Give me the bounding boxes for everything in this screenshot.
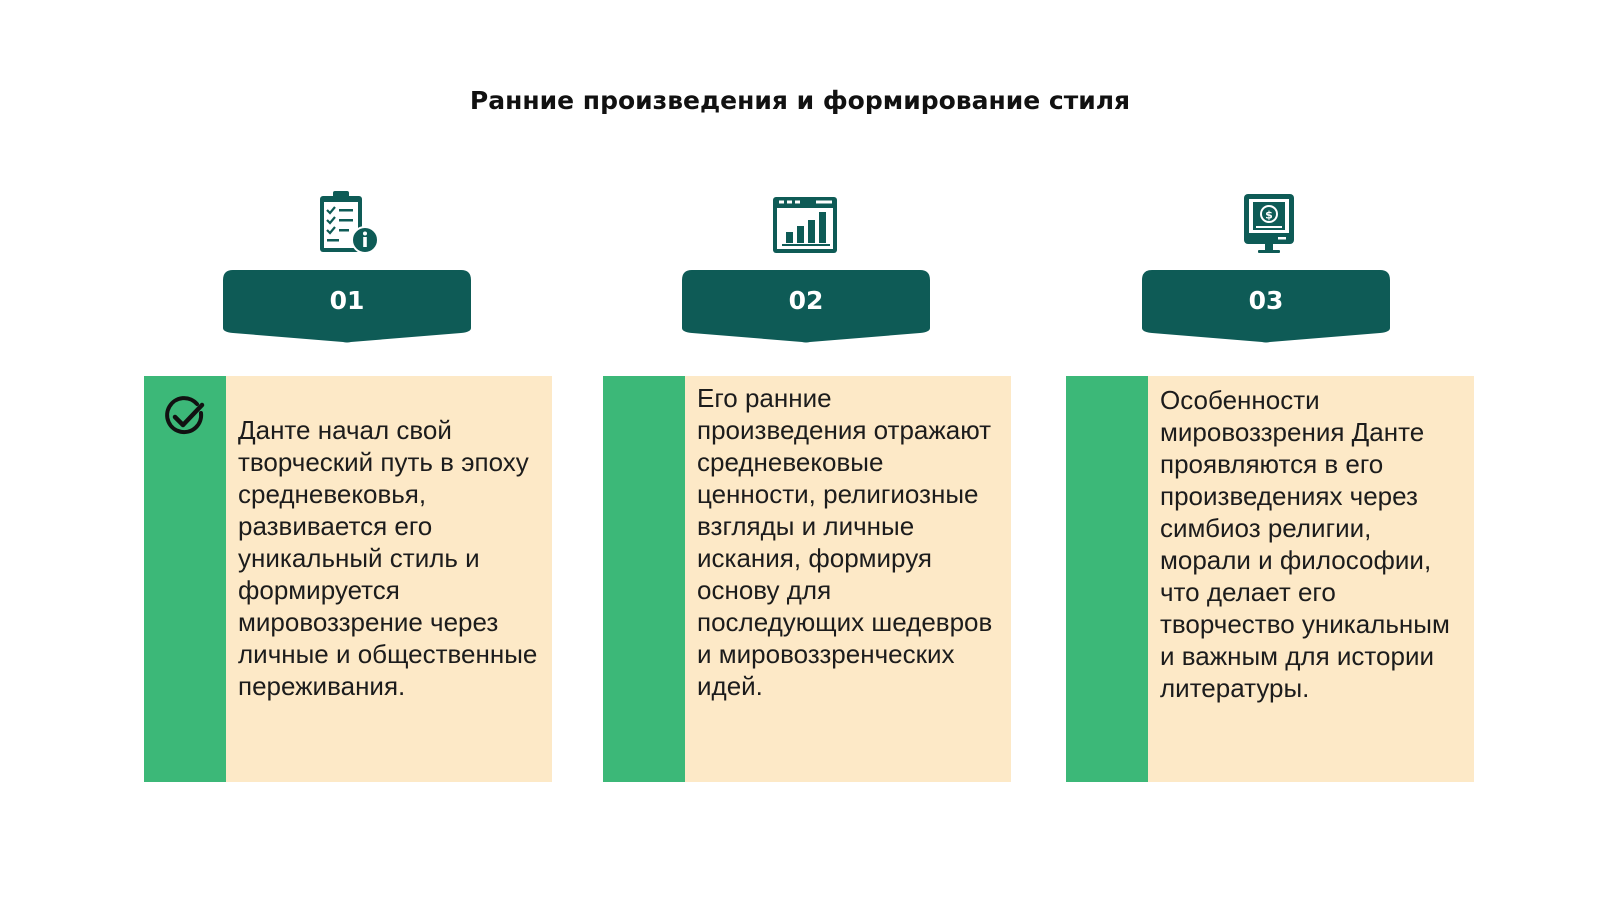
- step-number: 02: [788, 286, 824, 315]
- card-body: [685, 376, 1011, 782]
- browser-bar-chart-icon: [770, 188, 840, 258]
- page-title: Ранние произведения и формирование стиля: [469, 86, 1131, 115]
- step-number: 01: [329, 286, 365, 315]
- step-description: Данте начал свой творческий путь в эпоху средневековья, развивается его уникальный стиль и формируется мировоззрение через личные и общественные переживания.: [238, 415, 538, 701]
- step-column-2: [603, 0, 1015, 900]
- step-number: 03: [1248, 286, 1284, 315]
- monitor-dollar-icon: [1234, 188, 1304, 258]
- card-body: [1148, 376, 1474, 782]
- svg-text:$: $: [1265, 208, 1273, 222]
- card-accent-strip: [603, 376, 685, 782]
- clipboard-checklist-info-icon: [314, 188, 384, 258]
- step-description: Его ранние произведения отражают средневековые ценности, религиозные взгляды и личные искания, формируя основу для последующих шедевров и мировоззренческих идей.: [697, 383, 993, 701]
- check-circle-icon: [162, 394, 208, 440]
- step-card-3: [1066, 376, 1474, 782]
- step-description: Особенности мировоззрения Данте проявляются в его произведениях через симбиоз религии, морали и философии, что делает его творчество уникальным и важным для истории литературы.: [1160, 385, 1450, 703]
- card-body: [226, 376, 552, 782]
- step-card-1: [144, 376, 552, 782]
- step-column-1: [144, 0, 556, 900]
- card-accent-strip: [144, 376, 226, 782]
- card-accent-strip: [1066, 376, 1148, 782]
- step-card-2: [603, 376, 1011, 782]
- step-column-3: [1066, 0, 1478, 900]
- step-badge-1: [223, 270, 471, 350]
- step-badge-2: [682, 270, 930, 350]
- step-badge-3: [1142, 270, 1390, 350]
